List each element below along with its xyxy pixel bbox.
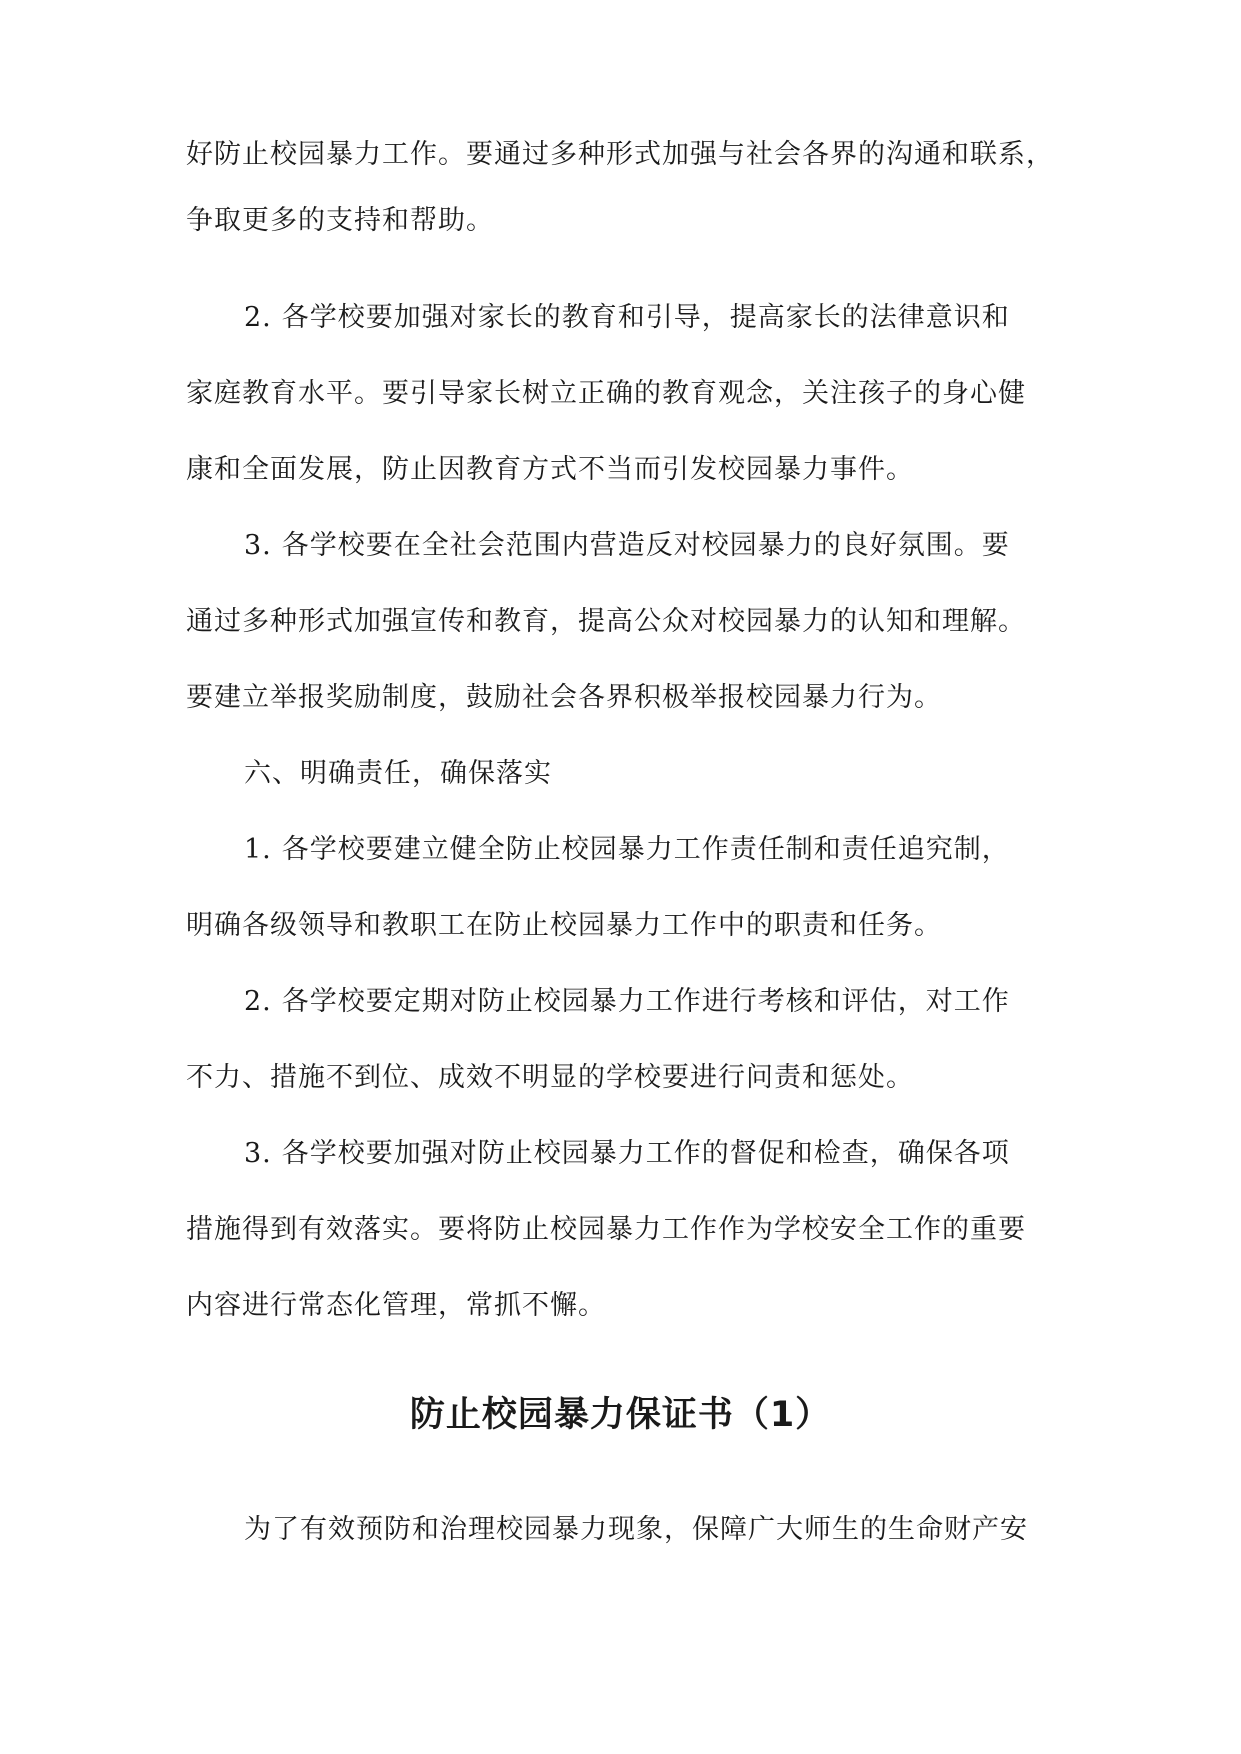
list-item-text: 各学校要加强对防止校园暴力工作的督促和检查，确保各项 <box>281 1138 1010 1169</box>
list-number: 2. <box>244 986 272 1017</box>
paragraph-line: 通过多种形式加强宣传和教育，提高公众对校园暴力的认知和理解。 <box>186 606 1026 637</box>
list-item-line <box>244 298 1144 338</box>
list-item-text: 各学校要加强对家长的教育和引导，提高家长的法律意识和 <box>281 302 1010 333</box>
paragraph-line: 措施得到有效落实。要将防止校园暴力工作作为学校安全工作的重要 <box>186 1214 1026 1245</box>
list-item-text: 各学校要在全社会范围内营造反对校园暴力的良好氛围。要 <box>281 530 1010 561</box>
document-title: 防止校园暴力保证书（1） <box>409 1395 832 1435</box>
list-item-text: 各学校要定期对防止校园暴力工作进行考核和评估，对工作 <box>281 986 1010 1017</box>
list-item-line <box>244 982 1144 1022</box>
paragraph-line: 不力、措施不到位、成效不明显的学校要进行问责和惩处。 <box>186 1062 914 1093</box>
paragraph-line: 好防止校园暴力工作。要通过多种形式加强与社会各界的沟通和联系， <box>186 139 1054 170</box>
section-heading: 六、明确责任，确保落实 <box>244 758 552 789</box>
paragraph-line: 明确各级领导和教职工在防止校园暴力工作中的职责和任务。 <box>186 910 942 941</box>
list-number: 3. <box>244 1138 272 1169</box>
list-item-line <box>244 830 1144 870</box>
paragraph-line: 争取更多的支持和帮助。 <box>186 205 494 236</box>
list-number: 3. <box>244 530 272 561</box>
paragraph-line: 内容进行常态化管理，常抓不懈。 <box>186 1290 606 1321</box>
paragraph-line: 为了有效预防和治理校园暴力现象，保障广大师生的生命财产安 <box>244 1514 1028 1545</box>
list-item-line <box>244 1134 1144 1174</box>
list-item-line <box>244 526 1144 566</box>
paragraph-line: 家庭教育水平。要引导家长树立正确的教育观念，关注孩子的身心健 <box>186 378 1026 409</box>
list-item-text: 各学校要建立健全防止校园暴力工作责任制和责任追究制， <box>281 834 1010 865</box>
list-number: 2. <box>244 302 272 333</box>
list-number: 1. <box>244 834 272 865</box>
paragraph-line: 要建立举报奖励制度，鼓励社会各界积极举报校园暴力行为。 <box>186 682 942 713</box>
paragraph-line: 康和全面发展，防止因教育方式不当而引发校园暴力事件。 <box>186 454 914 485</box>
